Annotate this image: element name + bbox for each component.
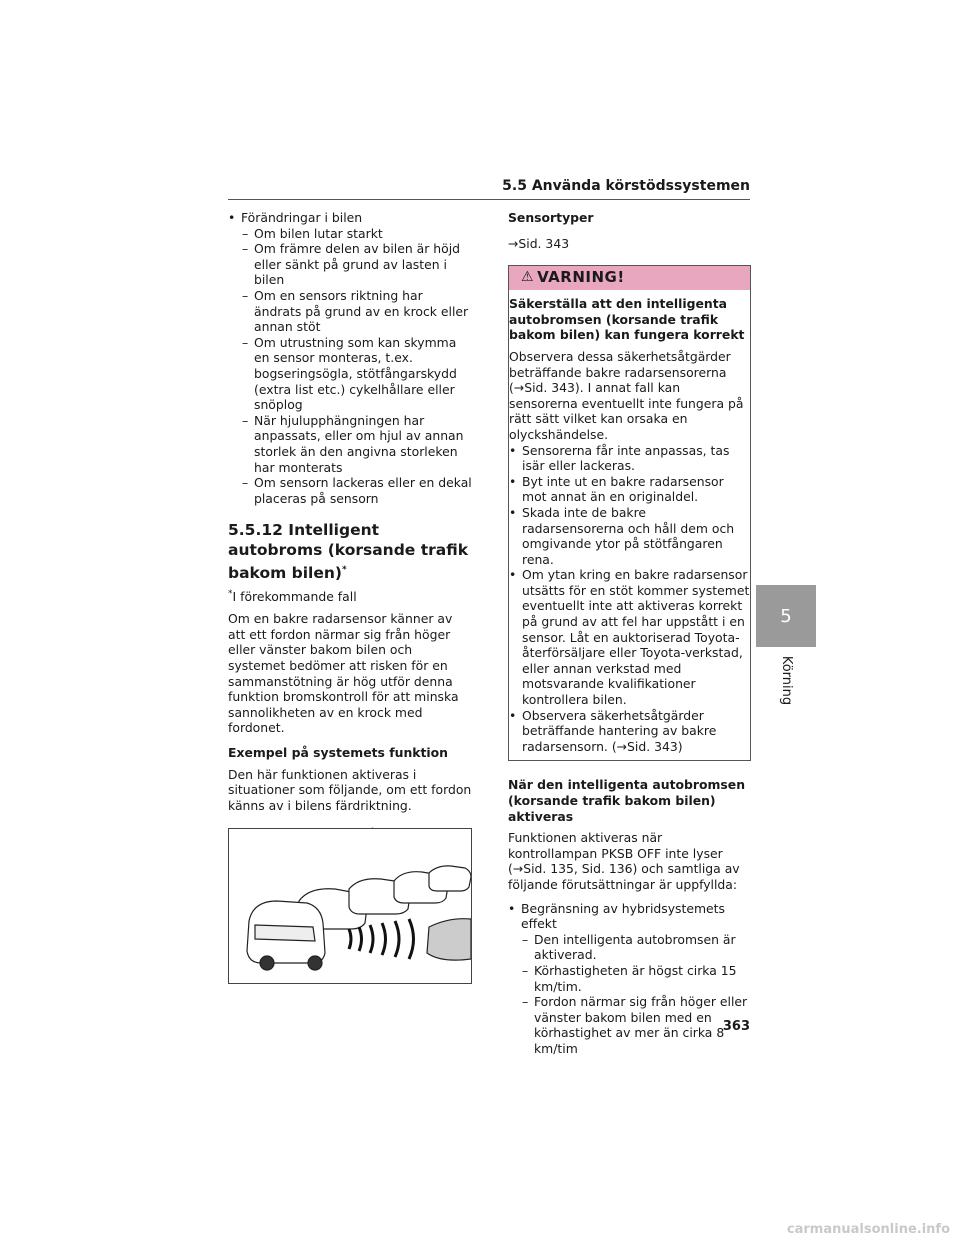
activation-heading: När den intelligenta autobromsen (korsande trafik bakom bilen) aktiveras	[508, 777, 746, 824]
warning-bullet: • Om ytan kring en bakre radarsensor utsätts för en stöt kommer systemet eventuellt inte att aktiveras korrekt på grund av att fel har uppstått i en sensor. Låt en auktoriserad Toyota-återförsäljare eller Toyota-verkstad, eller annan verkstad med motsvarande kvalifikationer kontrollera bilen.	[509, 567, 750, 707]
header-divider	[228, 199, 750, 200]
intro-paragraph: Om en bakre radarsensor känner av att ett fordon närmar sig från höger eller vänster bakom bilen och systemet bedömer att risken för en sammanstötning är hög utför denna funktion bromskontroll för att minska sannolikheten av en krock med fordonet.	[228, 611, 459, 736]
warning-label: VARNING!	[537, 268, 625, 287]
right-column	[508, 210, 751, 1057]
dash-item: – När hjulupphängningen har anpassats, eller om hjul av annan storlek än den angivna storleken har monterats	[228, 413, 473, 475]
sensor-types-heading: Sensortyper	[508, 210, 594, 225]
chapter-tab-label: Körning	[779, 655, 795, 705]
dash-item: – Om en sensors riktning har ändrats på grund av en krock eller annan stöt	[228, 288, 473, 335]
warning-bullet: • Skada inte de bakre radarsensorerna och håll dem och omgivande ytor på stötfångaren rena.	[509, 505, 750, 567]
warning-bullet: • Observera säkerhetsåtgärder beträffande hantering av bakre radarsensorn. (→Sid. 343)	[509, 708, 750, 755]
illustration-parking-scenario	[228, 828, 472, 984]
dash-item: – Körhastigheten är högst cirka 15 km/tim.	[508, 963, 751, 994]
warning-text: Observera dessa säkerhetsåtgärder beträffande bakre radarsensorerna (→Sid. 343). I annat fall kan sensorerna eventuellt inte fungera på rätt sätt vilket kan orsaka en olyckshändelse.	[509, 348, 744, 442]
watermark: carmanualsonline.info	[786, 1222, 950, 1237]
bullet-changes: • Förändringar i bilen	[228, 210, 473, 226]
approaching-car	[427, 919, 471, 960]
warning-header	[509, 266, 750, 290]
activation-paragraph: Funktionen aktiveras när kontrollampan PKSB OFF inte lyser (→Sid. 135, Sid. 136) och samtliga av följande förutsättningar är uppfyllda:	[508, 830, 740, 892]
dash-item: – Den intelligenta autobromsen är aktiverad.	[508, 932, 751, 963]
warning-box	[508, 265, 751, 761]
page-header: 5.5 Använda körstödssystemen	[502, 178, 750, 194]
dash-item: – Om bilen lutar starkt	[228, 226, 473, 242]
section-title: 5.5.12 Intelligent autobroms (korsande trafik bakom bilen)*	[228, 521, 469, 583]
left-column	[228, 210, 473, 891]
warning-title: Säkerställa att den intelligenta autobromsen (korsande trafik bakom bilen) kan fungera korrekt	[509, 296, 745, 343]
warning-body	[509, 290, 750, 760]
dash-item: – Om sensorn lackeras eller en dekal placeras på sensorn	[228, 475, 473, 506]
example-heading: Exempel på systemets funktion	[228, 744, 449, 760]
warning-triangle-icon: ⚠	[521, 269, 535, 286]
parking-illustration	[229, 829, 471, 983]
sensor-types-ref: →Sid. 343	[508, 235, 570, 251]
bullet-power-limit: • Begränsning av hybridsystemets effekt	[508, 901, 751, 932]
warning-bullet: • Sensorerna får inte anpassas, tas isär eller lackeras.	[509, 443, 750, 474]
dash-item: – Fordon närmar sig från höger eller vänster bakom bilen med en körhastighet av mer än cirka 8 km/tim	[508, 994, 751, 1056]
warning-bullet: • Byt inte ut en bakre radarsensor mot annat än en originaldel.	[509, 474, 750, 505]
dash-item: – Om främre delen av bilen är höjd eller sänkt på grund av lasten i bilen	[228, 241, 473, 288]
chapter-tab: 5	[756, 585, 816, 647]
footnote: *I förekommande fall	[228, 589, 357, 605]
dash-item: – Om utrustning som kan skymma en sensor monteras, t.ex. bogseringsögla, stötfångarskydd (extra list etc.) cykelhållare eller snöplog	[228, 335, 473, 413]
page-number: 363	[722, 1019, 750, 1034]
parked-car-6	[429, 866, 471, 891]
example-paragraph: Den här funktionen aktiveras i situationer som följande, om ett fordon känns av i bilens färdriktning.	[228, 766, 472, 813]
